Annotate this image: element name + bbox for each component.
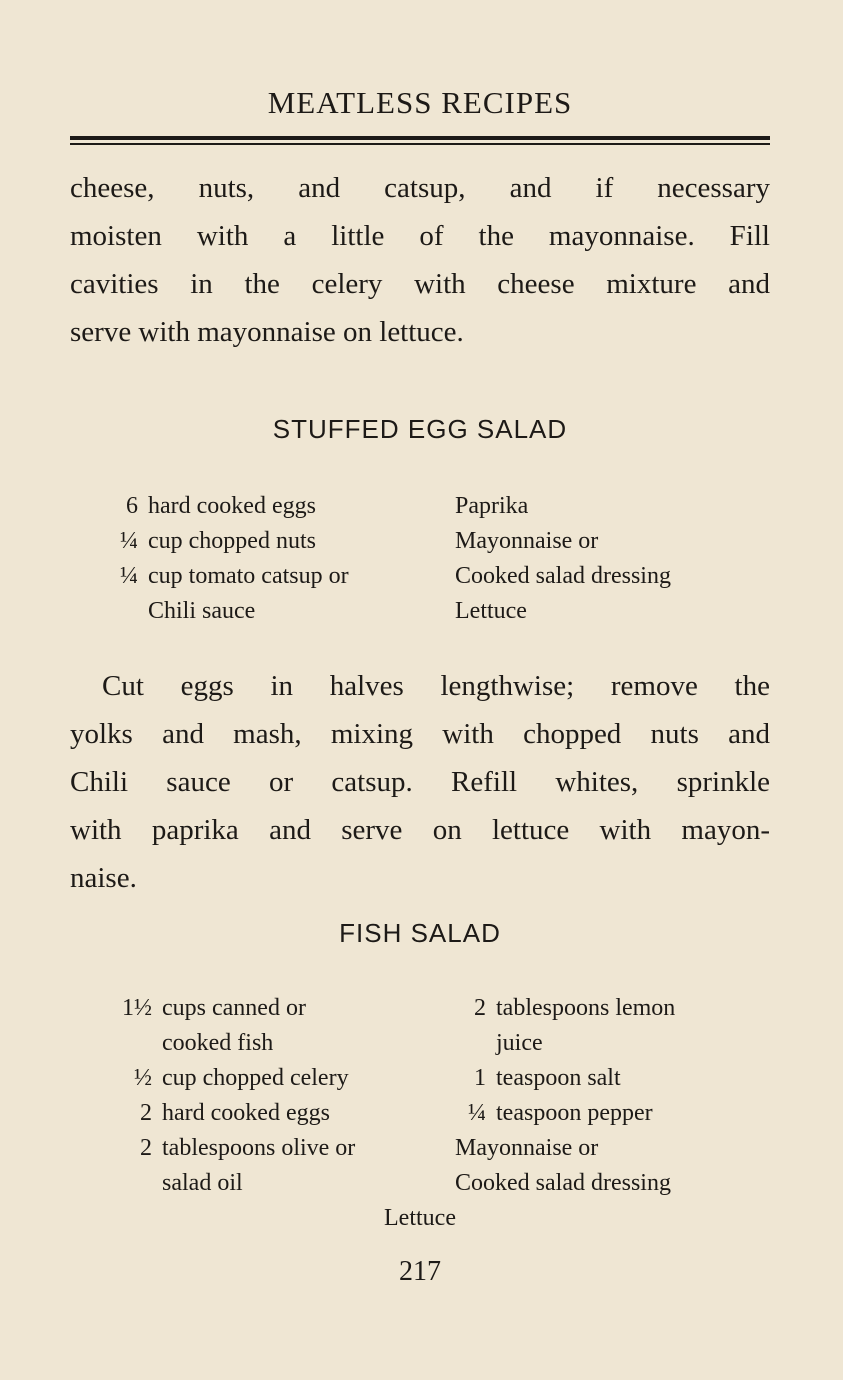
ingredient-row	[455, 489, 775, 524]
ingredient-row	[100, 991, 440, 1026]
ingredient-text: tablespoons olive or	[162, 1135, 356, 1161]
ingredient-text: salad oil	[162, 1170, 243, 1196]
ingredient-text: teaspoon salt	[496, 1065, 621, 1091]
ingredient-text: Lettuce	[455, 598, 527, 624]
fish-salad-centered-ingredient	[70, 1201, 770, 1236]
ingredient-quantity: ¼	[468, 1100, 486, 1126]
ingredient-text: Cooked salad dressing	[455, 1170, 671, 1196]
paragraph-line: cavities in the celery with cheese mixture and	[70, 268, 770, 300]
ingredient-text: juice	[496, 1030, 543, 1056]
ingredient-text: Chili sauce	[148, 598, 256, 624]
header-rule-thick	[70, 136, 770, 140]
fish-salad-title: FISH SALAD	[339, 918, 501, 948]
ingredient-text: teaspoon pepper	[496, 1100, 653, 1126]
ingredient-row	[100, 524, 430, 559]
stuffed-egg-right-ingredients	[455, 489, 775, 629]
ingredient-text: cup chopped nuts	[148, 528, 316, 554]
ingredient-row	[100, 1131, 440, 1166]
ingredient-quantity: 1½	[122, 995, 152, 1021]
ingredient-text: cup chopped celery	[162, 1065, 349, 1091]
ingredient-row	[448, 1166, 778, 1201]
ingredient-row	[100, 489, 430, 524]
ingredient-row	[455, 559, 775, 594]
fish-salad-left-ingredients	[100, 991, 440, 1201]
ingredient-row	[448, 1061, 778, 1096]
ingredient-row	[100, 1061, 440, 1096]
paragraph-line: yolks and mash, mixing with chopped nuts and	[70, 718, 770, 750]
ingredient-text: Mayonnaise or	[455, 528, 599, 554]
ingredient-text: cups canned or	[162, 995, 306, 1021]
paragraph-line: Cut eggs in halves lengthwise; remove the	[102, 670, 770, 702]
ingredient-text: cup tomato catsup or	[148, 563, 349, 589]
ingredient-quantity: 2	[140, 1100, 152, 1126]
ingredient-text: hard cooked eggs	[162, 1100, 330, 1126]
ingredient-quantity: 1	[474, 1065, 486, 1091]
ingredient-quantity: ½	[134, 1065, 152, 1091]
running-title: MEATLESS RECIPES	[267, 85, 573, 120]
ingredient-quantity: 6	[126, 493, 138, 519]
ingredient-quantity: ¼	[120, 563, 138, 589]
ingredient-row	[455, 594, 775, 629]
ingredient-text: Lettuce	[384, 1205, 456, 1231]
ingredient-row	[100, 594, 430, 629]
ingredient-text: Paprika	[455, 493, 529, 519]
ingredient-row	[100, 1026, 440, 1061]
paragraph-line: with paprika and serve on lettuce with mayon-	[70, 814, 770, 846]
ingredient-text: tablespoons lemon	[496, 995, 676, 1021]
paragraph-line: cheese, nuts, and catsup, and if necessary	[70, 172, 770, 204]
ingredient-row	[448, 991, 778, 1026]
ingredient-row	[100, 1096, 440, 1131]
ingredient-quantity: 2	[140, 1135, 152, 1161]
ingredient-text: hard cooked eggs	[148, 493, 316, 519]
stuffed-egg-left-ingredients	[100, 489, 430, 629]
ingredient-row	[448, 1026, 778, 1061]
stuffed-egg-method	[70, 662, 770, 902]
ingredient-row	[448, 1096, 778, 1131]
ingredient-text: Mayonnaise or	[455, 1135, 599, 1161]
ingredient-row	[455, 524, 775, 559]
page-number: 217	[399, 1256, 441, 1287]
ingredient-row	[448, 1131, 778, 1166]
paragraph-line: Chili sauce or catsup. Refill whites, sprinkle	[70, 766, 770, 798]
stuffed-egg-salad-title: STUFFED EGG SALAD	[272, 414, 568, 444]
ingredient-text: Cooked salad dressing	[455, 563, 671, 589]
intro-paragraph	[70, 164, 770, 356]
header-rule-thin	[70, 143, 770, 145]
paragraph-line: naise.	[70, 862, 137, 894]
ingredient-row	[100, 559, 430, 594]
paragraph-line: serve with mayonnaise on lettuce.	[70, 316, 464, 348]
ingredient-quantity: 2	[474, 995, 486, 1021]
fish-salad-right-ingredients	[448, 991, 778, 1201]
ingredient-row	[100, 1166, 440, 1201]
paragraph-line: moisten with a little of the mayonnaise. Fill	[70, 220, 770, 252]
ingredient-quantity: ¼	[120, 528, 138, 554]
ingredient-text: cooked fish	[162, 1030, 274, 1056]
